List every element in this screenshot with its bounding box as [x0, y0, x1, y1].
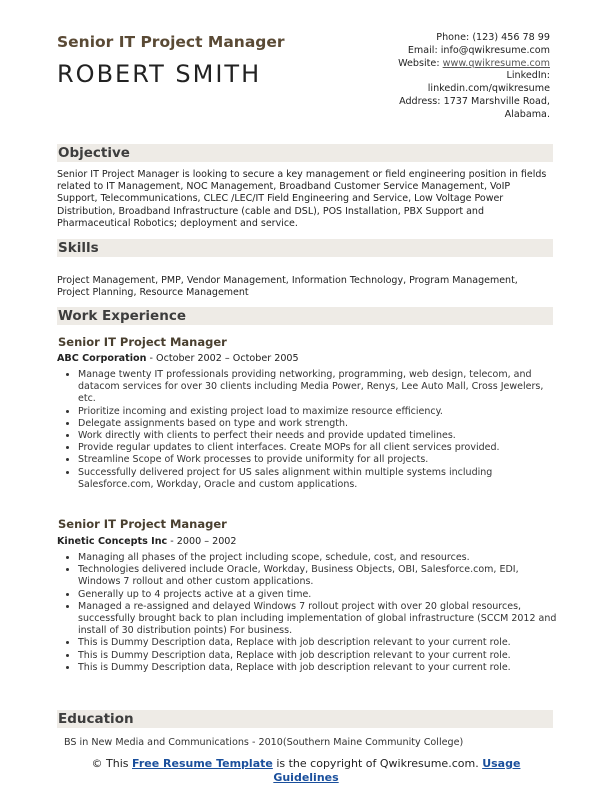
free-resume-template-link[interactable]: Free Resume Template [132, 757, 273, 770]
address-label: Address: [399, 95, 441, 107]
header-job-title: Senior IT Project Manager [57, 33, 285, 51]
list-item: • Manage twenty IT professionals providing networking, programming, web design, telecom, and datacom services for over 30 clients including Media Power, Renys, Lee Auto Mall, Cross Jewelers, etc. [78, 369, 558, 406]
list-item: • Delegate assignments based on type and work strength. [78, 418, 558, 430]
list-item: • Work directly with clients to perfect their needs and provide updated timelines. [78, 430, 558, 442]
job-1-bullets [66, 369, 558, 491]
job-1-title: Senior IT Project Manager [58, 335, 227, 349]
list-item: • Managed a re-assigned and delayed Windows 7 rollout project with over 20 global resources, successfully brought back to plan including implementation of global infrastructure (SCCM 2012 and install of 30 distribution points) For business. [78, 601, 558, 638]
usage-guidelines-link-part2[interactable]: Guidelines [273, 771, 339, 784]
section-education: Education [57, 710, 553, 728]
job-1-company: ABC Corporation [57, 353, 147, 364]
list-item: • This is Dummy Description data, Replace with job description relevant to your current role. [78, 650, 558, 662]
job-2-company: Kinetic Concepts Inc [57, 536, 168, 547]
contact-address [290, 96, 550, 109]
section-skills: Skills [57, 239, 553, 257]
website-link[interactable]: www.qwikresume.com [442, 57, 550, 69]
skills-text: Project Management, PMP, Vendor Management, Information Technology, Program Management, Project Planning, Resource Management [57, 275, 518, 299]
list-item: • This is Dummy Description data, Replace with job description relevant to your current role. [78, 662, 558, 674]
contact-block [290, 32, 550, 122]
address-line1: 1737 Marshville Road, [443, 95, 550, 107]
list-item: • Successfully delivered project for US sales alignment within multiple systems including Salesforce.com, Workday, Oracle and custom applications. [78, 467, 558, 491]
candidate-name: ROBERT SMITH [57, 60, 262, 88]
copyright-footer [0, 757, 612, 785]
contact-email [290, 45, 550, 58]
usage-guidelines-link-part1[interactable]: Usage [482, 757, 521, 770]
website-label: Website: [398, 57, 440, 69]
footer-middle: is the copyright of Qwikresume.com. [272, 757, 483, 770]
contact-linkedin-value: linkedin.com/qwikresume [427, 83, 550, 95]
email-value: info@qwikresume.com [440, 44, 550, 56]
job-2-title: Senior IT Project Manager [58, 517, 227, 531]
list-item: • Provide regular updates to client interfaces. Create MOPs for all client services provided. [78, 442, 558, 454]
list-item: • Managing all phases of the project including scope, schedule, cost, and resources. [78, 552, 558, 564]
footer-prefix: © This [91, 757, 133, 770]
email-label: Email: [407, 44, 438, 56]
list-item: • Technologies delivered include Oracle, Workday, Business Objects, OBI, Salesforce.com, EDI, Windows 7 rollout and other custom applications. [78, 564, 558, 588]
contact-phone [290, 32, 550, 45]
phone-value: (123) 456 78 99 [472, 32, 550, 43]
contact-linkedin-label: LinkedIn: [506, 70, 550, 82]
section-work-experience: Work Experience [57, 307, 553, 325]
phone-label: Phone: [436, 32, 470, 43]
contact-website [290, 58, 550, 71]
address-line2: Alabama. [504, 108, 550, 120]
job-1-company-line [57, 353, 299, 364]
job-2-company-line [57, 536, 237, 547]
list-item: • Streamline Scope of Work processes to provide uniformity for all projects. [78, 454, 558, 466]
list-item: • This is Dummy Description data, Replace with job description relevant to your current role. [78, 637, 558, 649]
list-item: • Generally up to 4 projects active at a given time. [78, 589, 558, 601]
list-item: • Prioritize incoming and existing project load to maximize resource efficiency. [78, 406, 558, 418]
job-2-bullets [66, 552, 558, 674]
education-text: BS in New Media and Communications - 2010(Southern Maine Community College) [64, 737, 464, 748]
job-2-dates: - 2000 – 2002 [167, 536, 237, 547]
objective-text: Senior IT Project Manager is looking to secure a key management or field engineering position in fields related to IT Management, NOC Management, Broadband Customer Service Management, VoIP Support, Telecommunications, CLEC /LEC/IT Field Engineering and Service, Low Voltage Power Distribution, Broadband Infrastructure (cable and DSL), POS Installation, PBX Support and Pharmaceutical Robotics; deployment and service. [57, 169, 547, 229]
section-objective: Objective [57, 144, 553, 162]
job-1-dates: - October 2002 – October 2005 [146, 353, 299, 364]
